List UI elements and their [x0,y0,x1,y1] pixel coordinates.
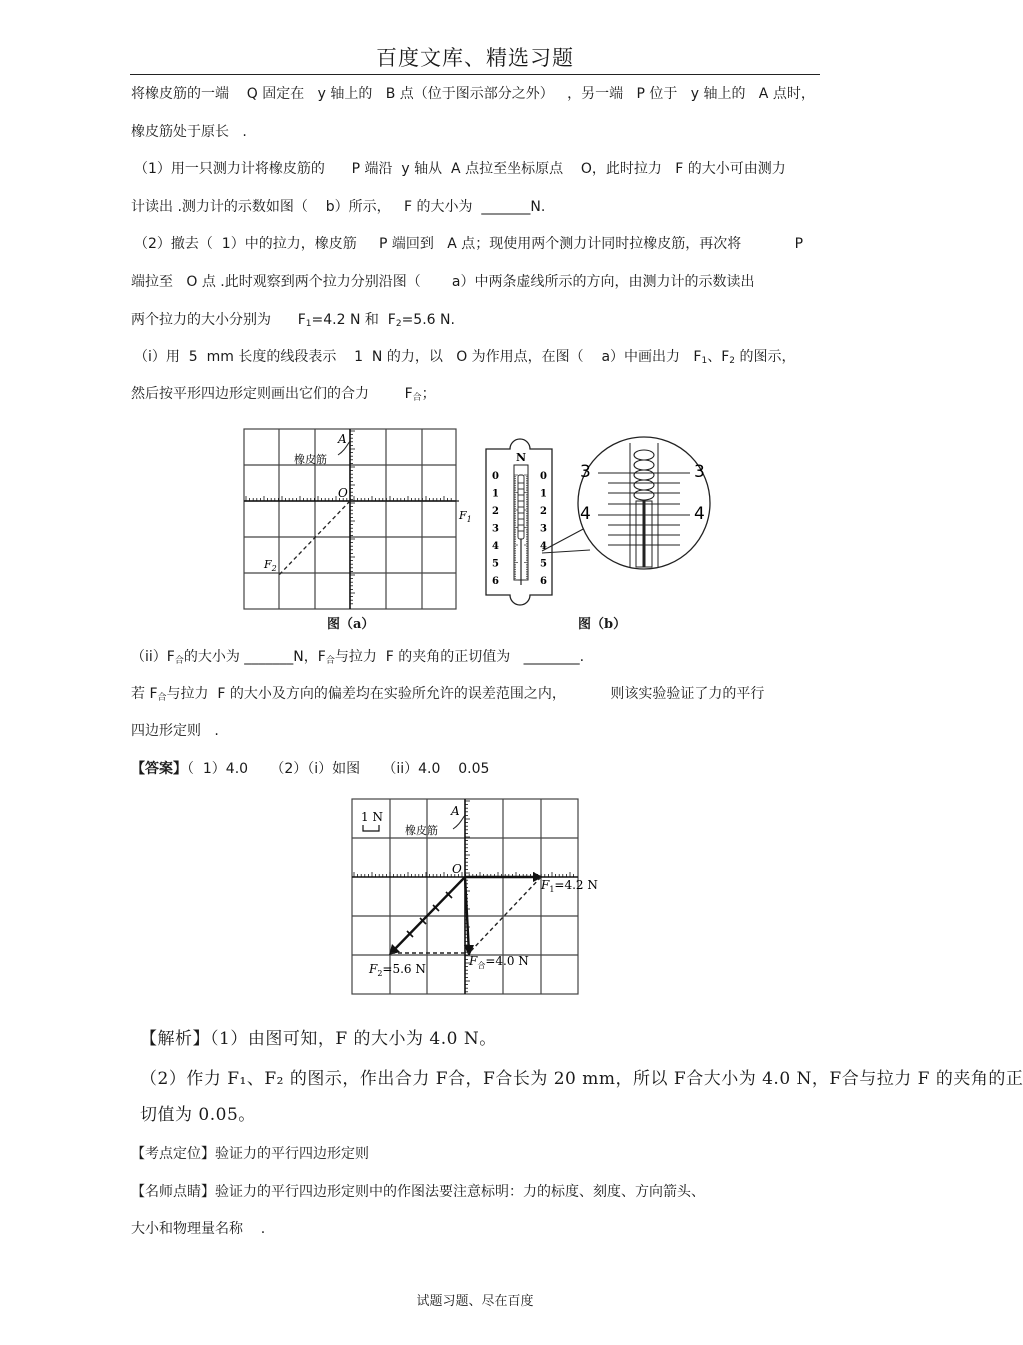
question-line-2: 橡皮筋处于原长 . [131,124,247,140]
zoom-label-3-left: 3 [580,462,591,482]
question-line-12: 四边形定则 . [131,723,219,739]
scale-number-left: 1 [492,488,499,500]
analysis-line-2: （2）作力 F₁、F₂ 的图示，作出合力 F合，F合长为 20 mm，所以 F合大小为 4.0 N，F合与拉力 F 的夹角的正 [140,1069,1023,1089]
scale-number-left: 5 [492,558,499,570]
figure-b-spring-scale [482,435,722,610]
question-line-8: （i）用 5 mm 长度的线段表示 1 N 的力，以 O 为作用点，在图（ a）中画出力 $F_1$、$F_2$ 的图示， [134,349,796,366]
scale-number-right: 3 [540,523,547,535]
scale-unit-N: N [516,451,527,464]
scale-1N-label: 1 N [361,810,383,824]
mingshi-line-1: 【名师点睛】验证力的平行四边形定则中的作图法要注意标明：力的标度、刻度、方向箭头、 [131,1184,705,1200]
question-line-9: 然后按平形四边形定则画出它们的合力 $F_合$； [131,386,436,403]
question-line-6: 端拉至 O 点 .此时观察到两个拉力分别沿图（ a）中两条虚线所示的方向，由测力计的示数读出 [131,274,755,290]
scale-number-left: 2 [492,506,499,517]
figure-a-caption: 图（a） [327,617,375,632]
page-footer: 试题习题、尽在百度 [416,1294,534,1309]
answer-label-F1: $F_1=4.2$ N [541,878,598,894]
label-F1: $F_1$ [459,509,472,524]
question-line-3: （1）用一只测力计将橡皮筋的 P 端沿 y 轴从 A 点拉至坐标原点 O，此时拉力 F 的大小可由测力 [134,161,786,177]
scale-number-left: 0 [492,471,499,482]
zoom-label-4-right: 4 [694,504,705,524]
mingshi-line-2: 大小和物理量名称 . [131,1221,266,1237]
label-O: O [338,486,348,500]
scale-number-right: 2 [540,506,547,517]
answer-label-O: O [452,862,462,876]
answer-label-rubber-band: 橡皮筋 [405,824,438,837]
answer-label-A: A [451,804,460,818]
answer-line: 【答案】（ 1）4.0 （2）（i）如图 （ii）4.0 0.05 [131,761,490,777]
question-line-1: 将橡皮筋的一端 Q 固定在 y 轴上的 B 点（位于图示部分之外） ，另一端 P 位于 y 轴上的 A 点时， [131,86,815,102]
label-rubber-band: 橡皮筋 [294,453,327,466]
zoom-label-4-left: 4 [580,504,591,524]
figure-answer [345,795,600,1000]
scale-number-right: 4 [540,541,547,552]
scale-number-right: 6 [540,576,547,587]
question-line-7: 两个拉力的大小分别为 $F_1=4.2$ N 和 $F_2=5.6$ N. [131,312,455,329]
answer-label-F-resultant: $F_合=4.0$ N [469,954,529,970]
scale-number-right: 1 [540,488,547,500]
scale-number-right: 5 [540,558,547,570]
header-divider [130,74,820,75]
scale-number-right: 0 [540,471,547,482]
analysis-line-3: 切值为 0.05。 [140,1105,256,1125]
kaodian-line: 【考点定位】验证力的平行四边形定则 [131,1146,369,1162]
question-line-5: （2）撤去（ 1）中的拉力，橡皮筋 P 端回到 A 点；现使用两个测力计同时拉橡皮筋，再次将 P [134,236,804,252]
scale-number-left: 6 [492,576,499,587]
scale-number-left: 4 [492,541,499,552]
page-header-title: 百度文库、精选习题 [376,46,574,70]
zoom-label-3-right: 3 [694,462,705,482]
label-F2: $F_2$ [264,558,277,573]
figure-b-caption: 图（b） [578,617,627,632]
question-line-10: $(ii)F_合$的大小为 _______N，$F_合$与拉力 F 的夹角的正切值为 ________. [131,649,585,666]
label-A: A [338,432,347,446]
figure-a-grid [238,423,472,618]
question-line-4: 计读出 .测力计的示数如图（ b）所示， F 的大小为 _______N. [131,199,546,215]
analysis-line-1: 【解析】（1）由图可知，F 的大小为 4.0 N。 [140,1029,497,1049]
scale-number-left: 3 [492,523,499,535]
answer-label-F2: $F_2=5.6$ N [369,962,426,978]
question-line-11: 若 $F_合$与拉力 F 的大小及方向的偏差均在实验所允许的误差范围之内， 则该实验验证了力的平行 [131,686,765,703]
